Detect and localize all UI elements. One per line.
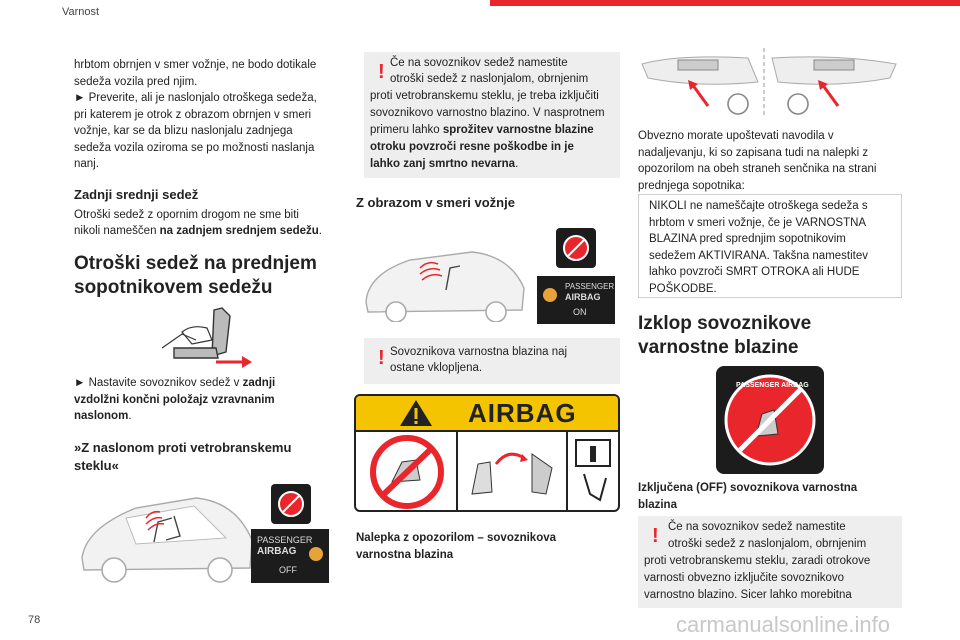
warning-line: otroški sedež z naslonjalom, obrnjenim (390, 73, 589, 85)
warning-line: varnosti obvezno izključite sovoznikovo (644, 572, 845, 584)
airbag-off-symbol (556, 228, 596, 268)
text-end: . (128, 410, 132, 422)
read-manual-icon (570, 434, 618, 510)
bullet-line: ► Preverite, ali je naslonjalo otroškega sedeža, (74, 92, 317, 104)
warning-icon: ! (652, 525, 659, 547)
airbag-deploy-icon (462, 434, 562, 510)
sun-visor-illustration (638, 48, 900, 120)
box-line: BLAZINA pred sprednjim sopotnikovim (649, 233, 846, 245)
box-line: hrbtom v smeri vožnje, če je VARNOSTNA (649, 216, 867, 229)
notice-line: opozorilom na obeh straneh senčnika na strani (638, 163, 877, 175)
airbag-off-badge (716, 366, 824, 474)
intro-line: hrbtom obrnjen v smer vožnje, ne bodo dotikale (74, 59, 317, 71)
label-caption: varnostna blazina (356, 549, 454, 561)
text-bold: na zadnjem srednjem sedežu (159, 225, 319, 237)
warning-line: varnostno blazino. Sicer lahko morebitna (644, 589, 852, 601)
running-header: Varnost (62, 6, 100, 18)
label-caption: Nalepka z opozorilom – sovoznikova (356, 532, 557, 544)
page-number: 78 (28, 614, 41, 626)
warning-box-2 (364, 338, 620, 384)
box-line: sedežem AKTIVIRANA. Takšna namestitev (649, 249, 869, 262)
bullet-line: sedeža vozila oziroma se po možnosti naslanja (74, 141, 315, 154)
seat-adjust-illustration (152, 304, 256, 370)
never-install-box (638, 194, 902, 298)
bullet-seat-adjust (74, 408, 344, 425)
airbag-off-symbol (271, 484, 311, 524)
column-1 (74, 57, 344, 300)
airbag-off-icon (556, 228, 596, 268)
label-divider (456, 430, 458, 512)
rear-middle-text: Otroški sedež z opornim drogom ne sme biti (74, 208, 299, 221)
column-3-notice (638, 128, 908, 194)
bullet-line: nanj. (74, 158, 99, 170)
bullet-line: vožnje, kar se da blizu naslonjalu zadnjega (74, 125, 293, 137)
airbag-display-off (251, 529, 329, 583)
warning-line: Če na sovoznikov sedež namestite (390, 57, 568, 69)
box-line: NIKOLI ne nameščajte otroškega sedeža s (649, 200, 868, 212)
display-label: AIRBAG (565, 292, 601, 302)
disable-airbag-heading: Izklop sovoznikove (638, 313, 812, 334)
watermark: carmanualsonline.info (676, 612, 891, 637)
warning-line: sovoznikovo varnostno blazino. V nasprotnem (370, 107, 605, 119)
display-label: PASSENGER (565, 282, 615, 291)
warning-icon: ! (378, 347, 385, 369)
rear-middle-heading: Zadnji srednji sedež (74, 186, 199, 202)
bullet-line: pri katerem je otrok z obrazom obrnjen v smeri (74, 108, 312, 121)
column-1-lower (74, 375, 344, 475)
text-plain: nikoli nameščen (74, 225, 160, 237)
notice-line: Obvezno morate upoštevati navodila v (638, 130, 834, 142)
airbag-display-on (537, 276, 615, 324)
car-forward-facing-illustration (360, 244, 528, 322)
airbag-warning-label (354, 394, 620, 512)
forward-facing-heading: Z obrazom v smeri vožnje (356, 195, 515, 210)
warning-line: Če na sovoznikov sedež namestite (668, 521, 846, 533)
off-caption: blazina (638, 499, 677, 511)
warning-line (370, 156, 518, 173)
text-bold: lahko zanj smrtno nevarna (370, 158, 516, 170)
text-bold: sprožitev varnostne blazine (442, 124, 594, 136)
rear-facing-heading: »Z naslonom proti vetrobranskemu (74, 439, 292, 455)
warning-triangle-icon (396, 396, 436, 430)
notice-line: prednjega sopotnika: (638, 179, 745, 192)
warning-line (370, 122, 594, 139)
airbag-warning-icon (543, 288, 557, 302)
no-rear-facing-seat-icon (362, 434, 452, 510)
disable-airbag-heading: varnostne blazine (638, 337, 799, 358)
front-seat-heading: sopotnikovem sedežu (74, 276, 273, 298)
airbag-off-icon (271, 484, 311, 524)
warning-line: proti vetrobranskemu steklu, je treba izključiti (370, 90, 599, 102)
display-label: PASSENGER (257, 535, 313, 545)
text-plain: primeru lahko (370, 124, 443, 136)
intro-line: sedeža vozila pred njim. (74, 75, 198, 88)
text-end: . (318, 225, 322, 237)
display-state: ON (573, 307, 587, 317)
box-line: lahko povzroči SMRT OTROKA ali HUDE (649, 266, 860, 278)
warning-box-1 (364, 52, 620, 178)
text-plain: ► Nastavite sovoznikov sedež v (74, 377, 243, 389)
warning-line: ostane vklopljena. (390, 362, 483, 374)
text-bold: naslonom (74, 410, 129, 422)
car-rear-facing-illustration (76, 488, 256, 586)
rear-middle-text (74, 223, 344, 240)
warning-line: Sovoznikova varnostna blazina naj (390, 346, 568, 358)
warning-line: otroku povzroči resne poškodbe in je (370, 141, 574, 153)
notice-line: nadaljevanju, ki so zapisana tudi na nalepki z (638, 146, 869, 159)
bullet-seat-adjust (74, 375, 344, 392)
rear-facing-heading: steklu« (74, 457, 119, 473)
airbag-banner-text: AIRBAG (468, 398, 577, 428)
airbag-warning-icon (309, 547, 323, 561)
front-seat-heading: Otroški sedež na prednjem (74, 252, 317, 274)
warning-line: otroški sedež z naslonjalom, obrnjenim (668, 538, 867, 550)
badge-text: PASSENGER AIRBAG (736, 382, 809, 389)
display-state: OFF (279, 565, 297, 575)
off-caption: Izključena (OFF) sovoznikova varnostna (638, 482, 858, 494)
display-label: AIRBAG (257, 546, 297, 557)
text-end: . (515, 158, 519, 170)
airbag-label-banner (356, 396, 618, 432)
text-bold: zadnji (242, 377, 276, 389)
label-divider (566, 430, 568, 512)
box-line: POŠKODBE. (649, 282, 717, 295)
header-accent-bar (490, 0, 960, 6)
warning-box-3 (638, 516, 902, 608)
warning-icon: ! (378, 61, 385, 83)
warning-line: proti vetrobranskemu steklu, zaradi otrokove (644, 555, 871, 567)
bullet-seat-adjust: vzdolžni končni položajz vzravnanim (74, 393, 275, 406)
